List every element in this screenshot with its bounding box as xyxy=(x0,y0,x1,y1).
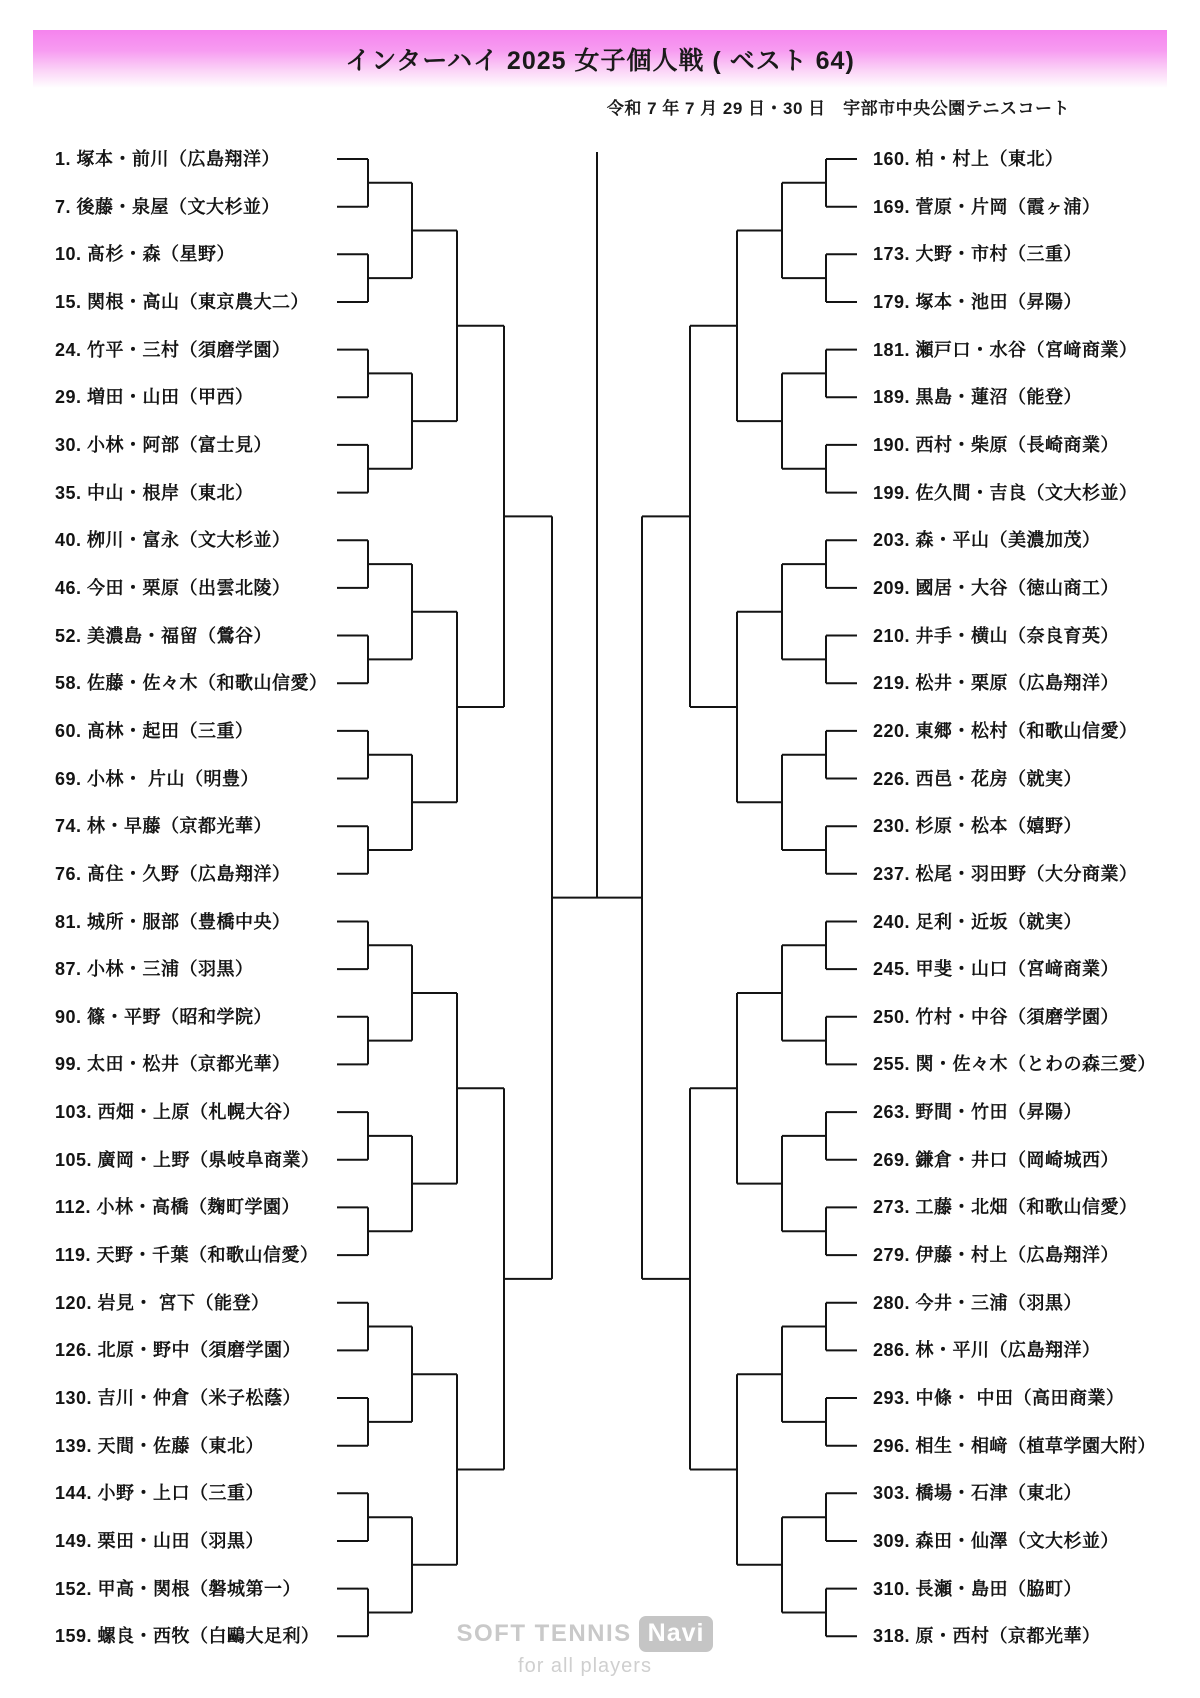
bracket-entry: 255. 関・佐々木（とわの森三愛） xyxy=(873,1054,1157,1075)
bracket-entry: 35. 中山・根岸（東北） xyxy=(55,482,254,503)
bracket-entry: 293. 中條・ 中田（高田商業） xyxy=(873,1388,1125,1408)
bracket-entry: 60. 髙林・起田（三重） xyxy=(55,720,254,741)
bracket-entry: 103. 西畑・上原（札幌大谷） xyxy=(55,1102,302,1123)
brand-text: SOFT TENNIS xyxy=(456,1620,632,1647)
bracket-entry: 209. 國居・大谷（徳山商工） xyxy=(873,577,1120,598)
bracket-entry: 10. 髙杉・森（星野） xyxy=(55,244,236,265)
bracket-entry: 240. 足利・近坂（就実） xyxy=(873,911,1083,932)
bracket-entry: 250. 竹村・中谷（須磨学園） xyxy=(873,1006,1120,1027)
bracket-entry: 189. 黒島・蓮沼（能登） xyxy=(873,387,1083,408)
brand-logo xyxy=(0,1616,1170,1652)
bracket-entry: 230. 杉原・松本（嬉野） xyxy=(873,816,1083,837)
brand-badge: Navi xyxy=(639,1616,714,1652)
bracket-entry: 126. 北原・野中（須磨学園） xyxy=(55,1340,302,1361)
bracket-entry: 105. 廣岡・上野（県岐阜商業） xyxy=(55,1149,320,1170)
bracket-entry: 303. 橋場・石津（東北） xyxy=(873,1483,1083,1504)
brand-tagline: for all players xyxy=(518,1655,652,1677)
bracket-entry: 69. 小林・ 片山（明豊） xyxy=(55,768,260,789)
bracket-entry: 220. 東郷・松村（和歌山信愛） xyxy=(873,720,1138,741)
watermark xyxy=(0,1616,1170,1678)
bracket-entry: 144. 小野・上口（三重） xyxy=(55,1483,265,1504)
bracket-entry: 119. 天野・千葉（和歌山信愛） xyxy=(55,1245,319,1266)
bracket-entry: 7. 後藤・泉屋（文大杉並） xyxy=(55,196,281,217)
bracket-entry: 181. 瀬戸口・水谷（宮﨑商業） xyxy=(873,339,1138,360)
bracket-entry: 173. 大野・市村（三重） xyxy=(873,244,1083,265)
bracket-entry: 280. 今井・三浦（羽黒） xyxy=(873,1292,1083,1313)
bracket-entry: 1. 塚本・前川（広島翔洋） xyxy=(55,149,281,169)
bracket-entry: 190. 西村・柴原（長崎商業） xyxy=(873,434,1120,455)
bracket-entry: 203. 森・平山（美濃加茂） xyxy=(873,530,1101,551)
bracket-entry: 40. 栁川・富永（文大杉並） xyxy=(55,530,291,551)
bracket-entry: 263. 野間・竹田（昇陽） xyxy=(873,1102,1083,1123)
bracket-entry: 169. 菅原・片岡（霞ヶ浦） xyxy=(873,196,1101,217)
bracket-entry: 269. 鎌倉・井口（岡崎城西） xyxy=(873,1149,1120,1170)
bracket-entry: 24. 竹平・三村（須磨学園） xyxy=(55,339,291,360)
bracket-entry: 286. 林・平川（広島翔洋） xyxy=(873,1340,1101,1361)
bracket-entry: 30. 小林・阿部（富士見） xyxy=(55,434,273,455)
bracket-entry: 310. 長瀬・島田（脇町） xyxy=(873,1578,1083,1599)
bracket-entry: 152. 甲高・関根（磐城第一） xyxy=(55,1578,302,1599)
bracket-entry: 296. 相生・相﨑（植草学園大附） xyxy=(873,1435,1157,1456)
bracket-entry: 120. 岩見・ 宮下（能登） xyxy=(55,1292,270,1313)
bracket-entry: 159. 螺良・西牧（白鷗大足利） xyxy=(55,1626,320,1647)
bracket-entry: 58. 佐藤・佐々木（和歌山信愛） xyxy=(55,673,328,694)
bracket-entry: 149. 栗田・山田（羽黒） xyxy=(55,1531,265,1551)
bracket-entry: 199. 佐久間・吉良（文大杉並） xyxy=(873,482,1138,503)
event-date-venue: 令和 7 年 7 月 29 日・30 日 宇部市中央公園テニスコート xyxy=(606,99,1070,118)
bracket-entry: 279. 伊藤・村上（広島翔洋） xyxy=(873,1245,1120,1266)
bracket-entry: 179. 塚本・池田（昇陽） xyxy=(873,292,1083,312)
bracket-entry: 46. 今田・栗原（出雲北陵） xyxy=(55,577,291,598)
bracket-entry: 318. 原・西村（京都光華） xyxy=(873,1626,1101,1647)
bracket-entry: 160. 柏・村上（東北） xyxy=(873,149,1064,169)
bracket-entry: 219. 松井・栗原（広島翔洋） xyxy=(873,673,1120,694)
bracket-entry: 237. 松尾・羽田野（大分商業） xyxy=(873,863,1138,884)
bracket-entry: 210. 井手・横山（奈良育英） xyxy=(873,625,1120,646)
page-title: インターハイ 2025 女子個人戦 ( ベスト 64) xyxy=(345,47,855,75)
bracket-entry: 112. 小林・高橋（麹町学園） xyxy=(55,1197,301,1218)
bracket-entry: 139. 天間・佐藤（東北） xyxy=(55,1435,265,1456)
bracket-entry: 81. 城所・服部（豊橋中央） xyxy=(55,911,291,932)
bracket-entry: 74. 林・早藤（京都光華） xyxy=(55,816,273,837)
bracket-entry: 90. 篠・平野（昭和学院） xyxy=(55,1006,273,1027)
bracket-entry: 245. 甲斐・山口（宮﨑商業） xyxy=(873,959,1120,980)
bracket-entry: 273. 工藤・北畑（和歌山信愛） xyxy=(873,1197,1138,1218)
bracket-entry: 29. 増田・山田（甲西） xyxy=(55,387,254,408)
bracket-entry: 15. 関根・高山（東京農大二） xyxy=(55,292,310,312)
bracket-entry: 226. 西邑・花房（就実） xyxy=(873,768,1083,789)
bracket-entry: 130. 吉川・仲倉（米子松蔭） xyxy=(55,1388,302,1408)
bracket-entry: 99. 太田・松井（京都光華） xyxy=(55,1054,291,1075)
bracket-entry: 87. 小林・三浦（羽黒） xyxy=(55,959,254,980)
bracket-entry: 52. 美濃島・福留（鶯谷） xyxy=(55,625,273,646)
bracket-entry: 76. 髙住・久野（広島翔洋） xyxy=(55,863,291,884)
bracket-entry: 309. 森田・仙澤（文大杉並） xyxy=(873,1531,1120,1551)
